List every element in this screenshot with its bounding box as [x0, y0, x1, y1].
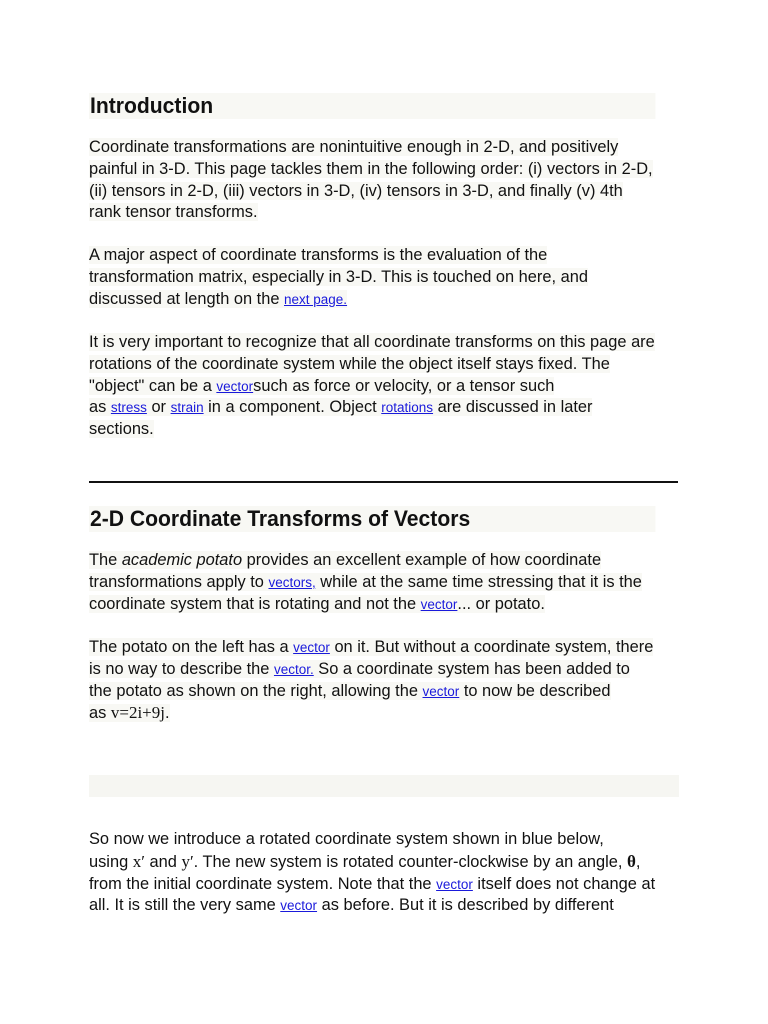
- text-line: sections.: [89, 420, 154, 439]
- text-line: rotations of the coordinate system while the object itself stays fixed. The: [89, 354, 610, 373]
- text-span: the potato as shown on the right, allowing the: [89, 681, 423, 700]
- x-prime-symbol: x′: [132, 851, 145, 871]
- stress-link[interactable]: stress: [110, 400, 147, 416]
- text-span: in a component. Object: [203, 398, 382, 417]
- vectors-link[interactable]: vectors,: [268, 574, 316, 590]
- text-span: and: [144, 852, 182, 871]
- section-heading-introduction: Introduction: [89, 93, 655, 119]
- vector-link[interactable]: vector: [293, 640, 330, 655]
- text-span: as before. But it is described by different: [317, 896, 614, 915]
- vector-link[interactable]: vector: [436, 876, 473, 892]
- vector-link[interactable]: vector.: [273, 661, 314, 677]
- y-prime-symbol: y′: [181, 851, 194, 871]
- text-span: ,: [635, 852, 641, 871]
- intro-paragraph-1: [89, 137, 679, 224]
- text-line: It is very important to recognize that all coordinate transforms on this page are: [89, 333, 655, 351]
- academic-potato-emphasis: academic potato: [121, 551, 243, 569]
- section-heading-2d-transforms: 2-D Coordinate Transforms of Vectors: [89, 506, 655, 532]
- text-span: "object" can be a: [89, 376, 217, 395]
- text-span: all. It is still the very same: [89, 896, 281, 915]
- text-line: (ii) tensors in 2-D, (iii) vectors in 3-D, (iv) tensors in 3-D, and finally (v) 4th: [89, 181, 623, 200]
- text-span: provides an excellent example of how coordinate: [242, 551, 602, 569]
- text-line: transformation matrix, especially in 3-D. This is touched on here, and: [89, 267, 588, 286]
- section-divider: [89, 481, 678, 483]
- text-span: to now be described: [459, 681, 611, 700]
- text-span: The: [89, 551, 122, 569]
- strain-link[interactable]: strain: [170, 400, 204, 416]
- vector-equation: v=2i+9j: [110, 703, 165, 723]
- text-span: So a coordinate system has been added to: [313, 659, 630, 678]
- text-line: So now we introduce a rotated coordinate system shown in blue below,: [89, 830, 604, 848]
- text-span: coordinate system that is rotating and not the: [89, 594, 421, 613]
- text-span: such as force or velocity, or a tensor such: [253, 376, 555, 395]
- vector-link[interactable]: vector: [422, 683, 460, 699]
- text-span: . The new system is rotated counter-clockwise by an angle,: [193, 852, 627, 871]
- text-line: painful in 3-D. This page tackles them in the following order: (i) vectors in 2-D,: [89, 159, 653, 178]
- text-line: discussed at length on the: [89, 289, 284, 308]
- vector-link[interactable]: vector: [216, 378, 254, 394]
- text-span: as: [89, 704, 111, 723]
- text-span: as: [89, 398, 111, 417]
- text-line: Coordinate transformations are nonintuitive enough in 2-D, and positively: [89, 138, 619, 156]
- section2d-paragraph-3: [89, 829, 679, 917]
- vector-link[interactable]: vector: [280, 898, 318, 914]
- text-span: or: [146, 398, 171, 417]
- text-span: transformations apply to: [89, 572, 269, 591]
- intro-paragraph-3: [89, 332, 679, 441]
- vector-link[interactable]: vector: [420, 596, 458, 612]
- text-line: rank tensor transforms.: [89, 203, 258, 222]
- text-span: on it. But without a coordinate system, there: [329, 638, 654, 656]
- next-page-link[interactable]: next page.: [284, 291, 348, 307]
- section2d-paragraph-1: [89, 550, 679, 615]
- figure-placeholder-band: [89, 775, 679, 797]
- text-span: from the initial coordinate system. Note that the: [89, 874, 437, 893]
- text-span: is no way to describe the: [89, 659, 274, 678]
- text-span: are discussed in later: [433, 398, 593, 417]
- text-span: while at the same time stressing that it is the: [315, 572, 642, 591]
- text-span: using: [89, 852, 133, 871]
- theta-symbol: θ: [627, 851, 636, 871]
- section2d-paragraph-2: [89, 637, 679, 725]
- text-span: The potato on the left has a: [89, 638, 294, 656]
- text-span: itself does not change at: [472, 874, 656, 893]
- rotations-link[interactable]: rotations: [381, 400, 434, 416]
- text-line: A major aspect of coordinate transforms is the evaluation of the: [89, 246, 548, 264]
- text-span: ... or potato.: [457, 594, 545, 613]
- intro-paragraph-2: [89, 245, 679, 310]
- text-span: .: [165, 704, 170, 723]
